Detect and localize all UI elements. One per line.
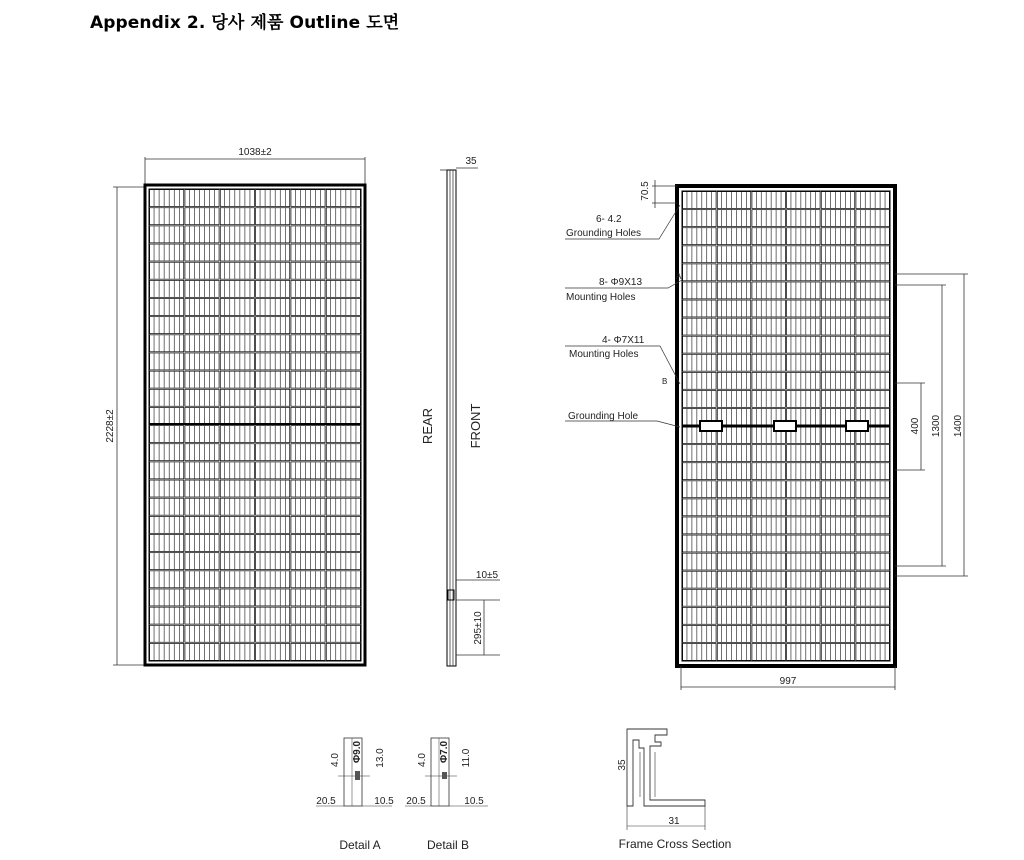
box-offset-label: 10±5 xyxy=(475,570,499,581)
detail-b-dim-dia: Φ7.0 xyxy=(439,740,450,764)
detail-a-caption: Detail A xyxy=(339,838,381,852)
detail-a-dim-top: 4.0 xyxy=(330,753,341,767)
mounting-slot-b xyxy=(442,772,447,779)
grounding-hole-text: Grounding Hole xyxy=(568,411,639,422)
top-offset-label: 70.5 xyxy=(640,181,651,201)
junction-box-3 xyxy=(846,421,868,431)
detail-b-caption: Detail B xyxy=(426,838,470,852)
detail-b xyxy=(405,738,488,852)
front-label: FRONT xyxy=(468,403,483,449)
mounting-b-marker: B xyxy=(662,377,668,386)
side-view xyxy=(420,156,500,666)
mounting-slot-a xyxy=(355,771,360,780)
junction-box-1 xyxy=(700,421,722,431)
frame-cross-section xyxy=(617,729,731,851)
front-view xyxy=(565,180,968,690)
frame-width-label: 31 xyxy=(668,816,680,827)
detail-b-dim-top: 4.0 xyxy=(417,753,428,767)
rear-view xyxy=(105,147,365,665)
junction-box-2 xyxy=(774,421,796,431)
mounting-a-text: Mounting Holes xyxy=(566,292,636,303)
dim-1300: 1300 xyxy=(931,414,942,438)
front-width-label: 997 xyxy=(779,676,797,687)
detail-b-dim-right: 10.5 xyxy=(464,796,484,807)
mounting-a-marker: A xyxy=(676,272,682,281)
detail-a-dim-right: 10.5 xyxy=(374,796,394,807)
detail-a-dim-dia: Φ9.0 xyxy=(352,740,363,764)
mounting-a-count: 8- Φ9X13 xyxy=(599,277,643,288)
mounting-b-text: Mounting Holes xyxy=(569,349,639,360)
detail-a xyxy=(316,738,394,852)
detail-b-dim-left: 20.5 xyxy=(406,796,426,807)
detail-b-dim-len: 11.0 xyxy=(461,748,472,768)
frame-caption: Frame Cross Section xyxy=(618,837,732,851)
frame-profile xyxy=(627,729,705,806)
grounding-holes-count: 6- 4.2 xyxy=(596,214,622,225)
frame-height-label: 35 xyxy=(617,759,628,771)
mounting-b-count: 4- Φ7X11 xyxy=(602,335,645,346)
box-length-label: 295±10 xyxy=(473,611,484,645)
rear-label: REAR xyxy=(420,407,435,445)
dim-400: 400 xyxy=(910,417,921,435)
page-title: Appendix 2. 당사 제품 Outline 도면 xyxy=(90,13,400,33)
grounding-holes-text: Grounding Holes xyxy=(566,228,642,239)
dim-1400: 1400 xyxy=(953,414,964,438)
side-thickness-label: 35 xyxy=(465,156,477,167)
detail-a-dim-len: 13.0 xyxy=(375,748,386,768)
rear-width-label: 1038±2 xyxy=(238,147,272,158)
rear-height-label: 2228±2 xyxy=(105,409,116,443)
detail-a-dim-left: 20.5 xyxy=(316,796,336,807)
